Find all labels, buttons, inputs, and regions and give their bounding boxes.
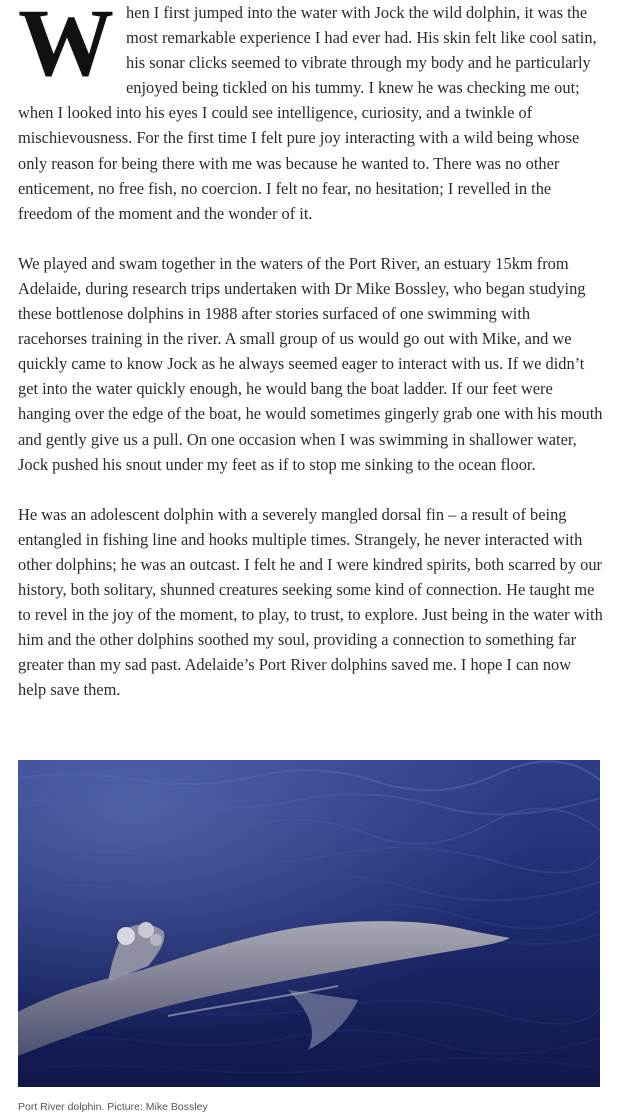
paragraph-2: We played and swam together in the waters of the Port River, an estuary 15km from Adelaide, during research trips undertaken with Dr Mike Bossley, who began studying these bottlenose dolphins in 1988 after stories surfaced of one swimming with racehorses training in the river. A small group of us would go out with Mike, and we quickly came to know Jock as he always seemed eager to interact with us. If we didn’t get into the water quickly enough, he would bang the boat ladder. If our feet were hanging over the edge of the boat, he would sometimes gingerly grab one with his mouth and gently give us a pull. On one occasion when I was swimming in shallower water, Jock pushed his snout under my feet as if to stop me sinking to the ocean floor. — [18, 253, 603, 474]
paragraph-1-text: hen I first jumped into the water with Jock the wild dolphin, it was the most remarkable experience I had ever had. His skin felt like cool satin, his sonar clicks seemed to vibrate through my body and he particularly enjoyed being tickled on his tummy. I knew he was checking me out; when I looked into his eyes I could see intelligence, curiosity, and a twinkle of mischievousness. For the first time I felt pure joy interacting with a wild being whose only reason for being there with me was because he wanted to. There was no other enticement, no free fish, no coercion. I felt no fear, no hesitation; I revelled in the freedom of the moment and the wonder of it. — [18, 3, 597, 223]
drop-cap: W — [18, 0, 112, 96]
article-body — [18, 0, 603, 702]
paragraph-1 — [18, 0, 603, 226]
dolphin-photo-image — [18, 760, 600, 1087]
photo-caption: Port River dolphin. Picture: Mike Bossley — [18, 1101, 208, 1113]
dolphin-photo — [18, 760, 600, 1087]
paragraph-3: He was an adolescent dolphin with a severely mangled dorsal fin – a result of being entangled in fishing line and hooks multiple times. Strangely, he never interacted with other dolphins; he was an outcast. I felt he and I were kindred spirits, both scarred by our history, both solitary, shunned creatures seeking some kind of connection. He taught me to revel in the joy of the moment, to play, to trust, to explore. Just being in the water with him and the other dolphins soothed my soul, providing a connection to something far greater than my sad past. Adelaide’s Port River dolphins saved me. I hope I can now help save them. — [18, 504, 603, 700]
